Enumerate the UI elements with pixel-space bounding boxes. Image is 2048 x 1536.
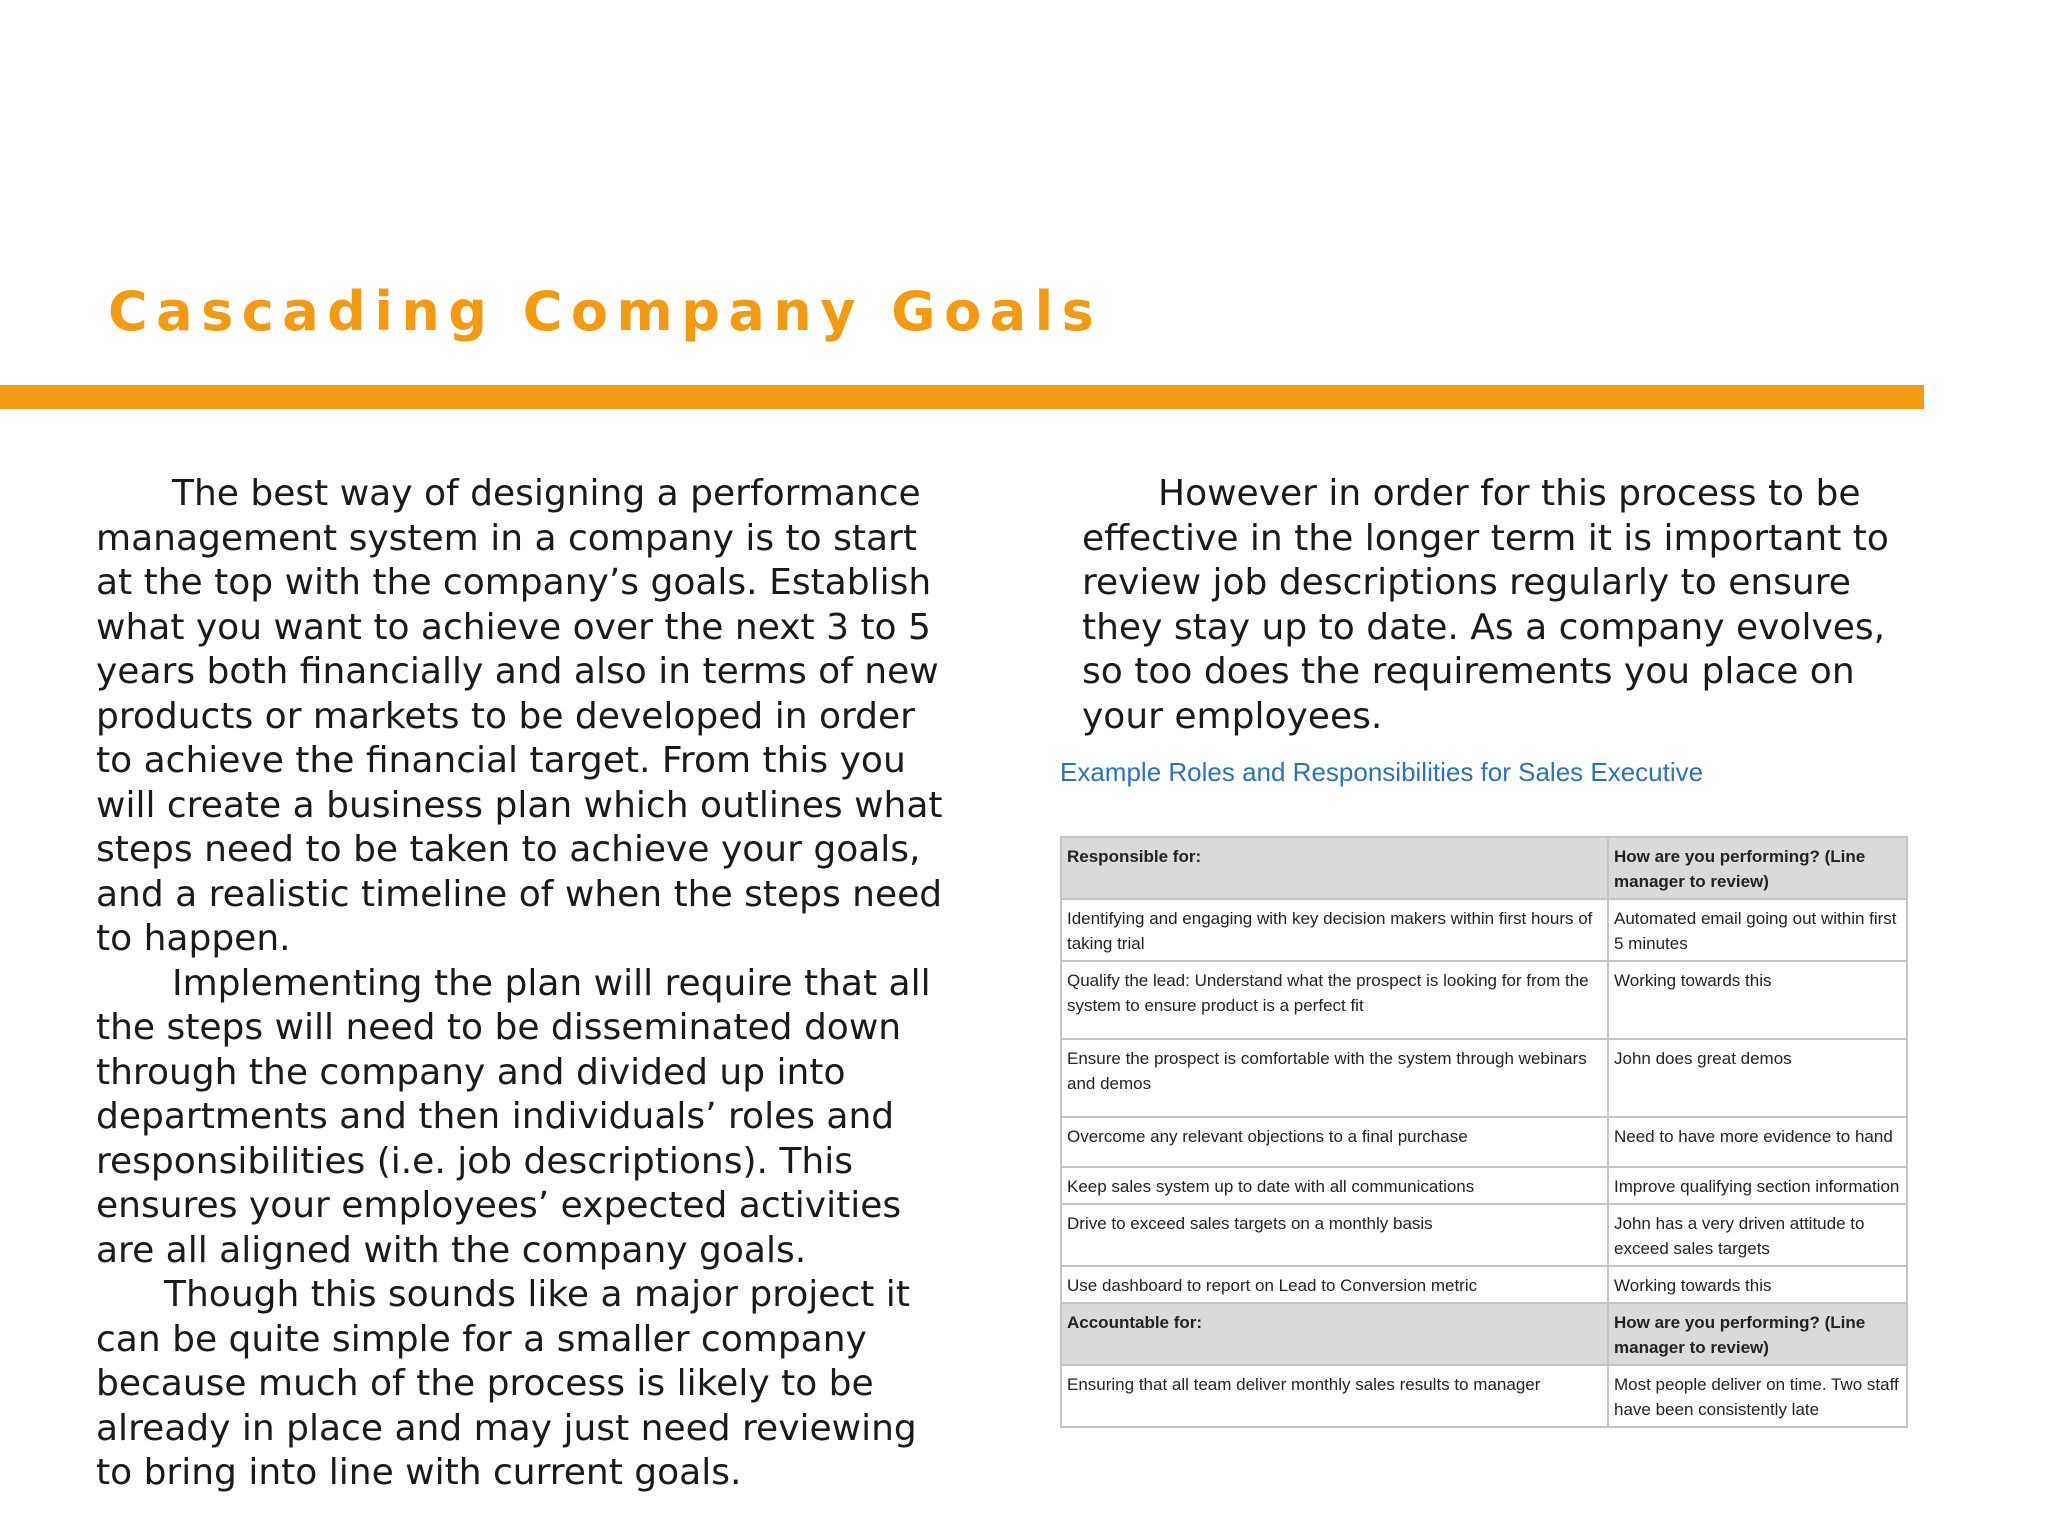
table-row: [1061, 1039, 1907, 1117]
table-cell: John has a very driven attitude to exceed sales targets: [1608, 1204, 1907, 1266]
table-row: [1061, 961, 1907, 1039]
table-caption: Example Roles and Responsibilities for Sales Executive: [1060, 757, 1704, 787]
table-cell: John does great demos: [1608, 1039, 1907, 1117]
table-header-cell: Accountable for:: [1061, 1303, 1608, 1365]
table-cell: Improve qualifying section information: [1608, 1167, 1907, 1204]
left-paragraph-2: Implementing the plan will require that all the steps will need to be disseminated down through the company and divided up into departments and then individuals’ roles and responsibilities (i.e. job descriptions). This ensures your employees’ expected activities are all aligned with the company goals.: [96, 962, 931, 1271]
table-cell: Identifying and engaging with key decision makers within first hours of taking trial: [1061, 899, 1608, 961]
left-paragraph-3: Though this sounds like a major project it can be quite simple for a smaller company because much of the process is likely to be already in place and may just need reviewing to bring into line with current goals.: [96, 1274, 917, 1493]
table-cell: Keep sales system up to date with all communications: [1061, 1167, 1608, 1204]
table-section-header: [1061, 837, 1907, 899]
table-cell: Ensure the prospect is comfortable with the system through webinars and demos: [1061, 1039, 1608, 1117]
table-row: [1061, 899, 1907, 961]
table-cell: Need to have more evidence to hand: [1608, 1117, 1907, 1167]
table-row: [1061, 1365, 1907, 1427]
table-row: [1061, 1167, 1907, 1204]
table-header-cell: How are you performing? (Line manager to review): [1608, 837, 1907, 899]
table-header-cell: How are you performing? (Line manager to review): [1608, 1303, 1907, 1365]
roles-table: [1060, 836, 1908, 1428]
table-row: [1061, 1266, 1907, 1303]
table-cell: Qualify the lead: Understand what the prospect is looking for from the system to ensure product is a perfect fit: [1061, 961, 1608, 1039]
left-text-column: [96, 472, 956, 1496]
table-row: [1061, 1117, 1907, 1167]
table-cell: Automated email going out within first 5 minutes: [1608, 899, 1907, 961]
table-cell: Drive to exceed sales targets on a monthly basis: [1061, 1204, 1608, 1266]
table-cell: Working towards this: [1608, 1266, 1907, 1303]
right-paragraph: However in order for this process to be effective in the longer term it is important to review job descriptions regularly to ensure they stay up to date. As a company evolves, so too does the requirements you place on your employees.: [1082, 473, 1889, 737]
table-cell: Most people deliver on time. Two staff have been consistently late: [1608, 1365, 1907, 1427]
table-header-cell: Responsible for:: [1061, 837, 1608, 899]
right-text-column: [1082, 472, 1922, 739]
table-cell: Working towards this: [1608, 961, 1907, 1039]
left-paragraph-1: The best way of designing a performance management system in a company is to start at the top with the company’s goals. Establish what you want to achieve over the next 3 to 5 years both financially and also in terms of new products or markets to be developed in order to achieve the financial target. From this you will create a business plan which outlines what steps need to be taken to achieve your goals, and a realistic timeline of when the steps need to happen.: [96, 473, 943, 959]
table-section-header: [1061, 1303, 1907, 1365]
page-title: Cascading Company Goals: [108, 280, 1103, 343]
table-row: [1061, 1204, 1907, 1266]
table-cell: Use dashboard to report on Lead to Conversion metric: [1061, 1266, 1608, 1303]
title-divider: [0, 385, 1924, 409]
table-cell: Ensuring that all team deliver monthly sales results to manager: [1061, 1365, 1608, 1427]
table-cell: Overcome any relevant objections to a final purchase: [1061, 1117, 1608, 1167]
